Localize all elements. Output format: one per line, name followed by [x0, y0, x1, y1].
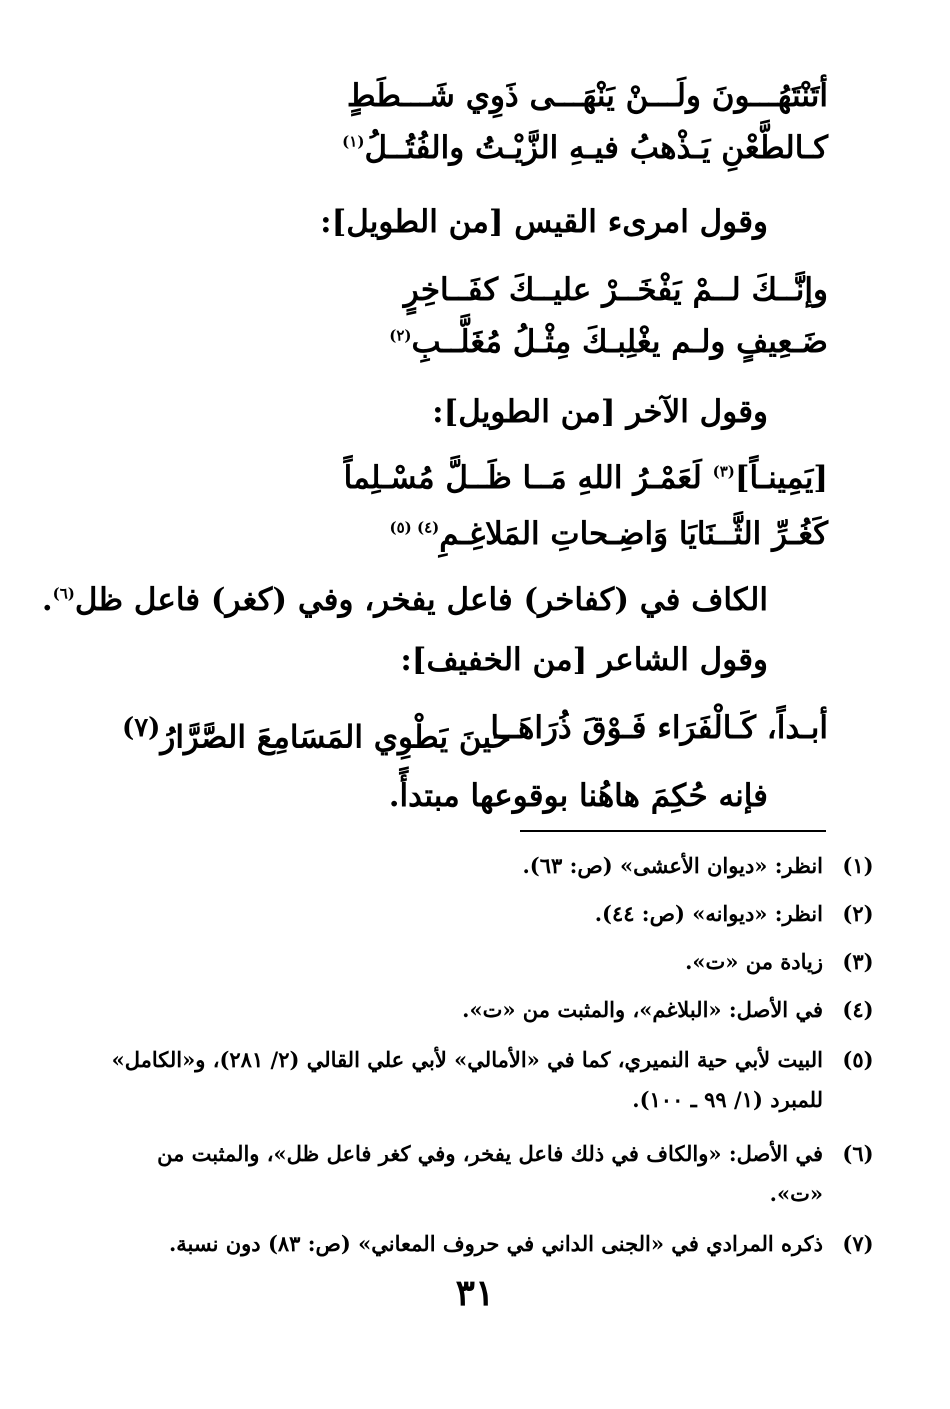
footnote-2	[108, 894, 874, 934]
footnote-text: في الأصل: «والكاف في ذلك فاعل يفخر، وفي كغر فاعل ظل»، والمثبت من «ت».	[157, 1141, 823, 1206]
verse-3-second-hemistich-text: كَغُـرِّ الثَّــنَايَا وَاضِـحاتِ المَلاغِـمِ	[439, 516, 828, 552]
footnote-number: (١)	[842, 853, 874, 878]
intro-other-poet: وقول الآخر [من الطويل]:	[432, 394, 768, 430]
verse-4-second-hemistich-text: حينَ يَطْوِي المَسَامِعَ الصَّرَّارُ	[160, 719, 511, 756]
verse-4-first-hemistich: أبـداً، كَـالْفَرَاء فَـوْقَ ذُرَاهَــا	[490, 710, 828, 746]
footnote-number: (٦)	[842, 1141, 874, 1166]
footnote-text: في الأصل: «البلاغم»، والمثبت من «ت».	[462, 997, 823, 1022]
verse-1-second-hemistich-text: كـالطَّعْنِ يَـذْهبُ فيـهِ الزَّيْـتُ والفُتُــلُ	[364, 130, 828, 166]
footnote-number: (٣)	[842, 949, 874, 974]
verse-2-second-hemistich	[389, 320, 828, 364]
footnote-ref-6: (٦)	[52, 584, 75, 603]
footnote-6	[108, 1134, 874, 1214]
commentary-1-text: الكاف في (كفاخر) فاعل يفخر، وفي (كغر) فاعل ظل	[74, 582, 768, 618]
footnote-ref-2: (٢)	[389, 326, 412, 345]
footnote-ref-1: (١)	[342, 132, 365, 151]
footnote-number: (٢)	[842, 901, 874, 926]
verse-3-first-hemistich-text: لَعَمْـرُ اللهِ مَــا ظَــلَّ مُسْـلِماً	[343, 460, 713, 496]
footnote-text: زيادة من «ت».	[685, 949, 823, 974]
verse-3-insert: [يَمِينـاً]	[734, 460, 828, 496]
footnote-ref-3: (٣)	[712, 462, 735, 481]
footnote-number: (٥)	[842, 1047, 874, 1072]
verse-3-first-hemistich	[344, 456, 828, 500]
footnote-3	[108, 942, 874, 982]
page-number: ٣١	[455, 1272, 495, 1314]
intro-poet-khafif: وقول الشاعر [من الخفيف]:	[400, 642, 768, 678]
footnote-text: البيت لأبي حية النميري، كما في «الأمالي» لأبي علي القالي (٢/ ٢٨١)، و«الكامل» للمبرد (١/ ٩٩ ـ ١٠٠).	[111, 1047, 823, 1112]
verse-2-second-hemistich-text: ضَـعِيفٍ ولـم يغْلِبـكَ مِثْـلُ مُغَلَّــبِ	[411, 324, 828, 360]
footnote-7	[108, 1224, 874, 1264]
verse-4-second-hemistich	[122, 706, 511, 759]
commentary-2: فإنه حُكِمَ هاهُنا بوقوعها مبتدأً.	[388, 778, 768, 814]
footnote-number: (٧)	[842, 1231, 874, 1256]
intro-imru-al-qais: وقول امرىء القيس [من الطويل]:	[320, 204, 768, 240]
commentary-1-end: .	[41, 582, 53, 618]
footnote-ref-4-5: (٤) (٥)	[389, 518, 440, 537]
footnote-text: انظر: «ديوانه» (ص: ٤٤).	[594, 901, 823, 926]
footnote-5	[108, 1040, 874, 1120]
footnote-ref-7: (٧)	[122, 713, 161, 743]
footnote-number: (٤)	[842, 997, 874, 1022]
footnote-text: ذكره المرادي في «الجنى الداني في حروف المعاني» (ص: ٨٣) دون نسبة.	[168, 1231, 823, 1256]
verse-1-first-hemistich: أتَنْتَهُـــونَ ولَـــنْ يَنْهَـــى ذَوِي شَـــطَطٍ	[346, 78, 828, 114]
footnote-separator	[520, 830, 826, 832]
commentary-1	[42, 578, 768, 622]
footnote-text: انظر: «ديوان الأعشى» (ص: ٦٣).	[522, 853, 823, 878]
verse-1-second-hemistich	[342, 126, 828, 170]
footnote-4	[108, 990, 874, 1030]
verse-2-first-hemistich: وإنَّــكَ لــمْ يَفْخَــرْ عليــكَ كفَــاخِرٍ	[403, 272, 828, 308]
verse-3-second-hemistich	[389, 512, 828, 556]
footnote-1	[108, 846, 874, 886]
